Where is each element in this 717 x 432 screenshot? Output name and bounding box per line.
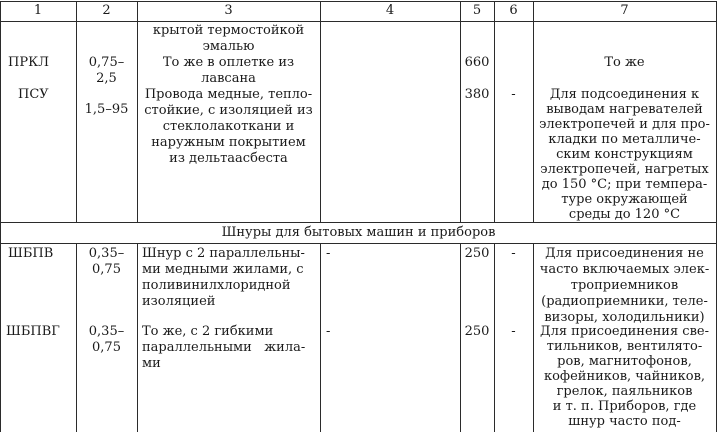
rule-col-2b bbox=[137, 243, 138, 432]
wire-note-line: электропечей и для про- bbox=[539, 117, 710, 132]
cord-desc-line: То же, с 2 гибкими bbox=[142, 324, 274, 339]
cord-note-line: (радиоприемники, теле- bbox=[541, 294, 708, 309]
cord-code: ШБПВ bbox=[8, 246, 54, 261]
cord-dash: - bbox=[511, 324, 516, 339]
header-col-5: 5 bbox=[472, 3, 482, 18]
rule-col-3b bbox=[320, 243, 321, 432]
cord-desc-line: ми bbox=[142, 356, 161, 371]
wire-desc-line: из дельтаасбеста bbox=[169, 151, 288, 166]
cord-desc-line: поливинилхлоридной bbox=[142, 278, 291, 293]
cord-voltage: 250 bbox=[464, 246, 490, 261]
desc-cont-line: крытой термостойкой bbox=[152, 23, 305, 38]
cord-note-line: и т. п. Приборов, где bbox=[552, 399, 697, 414]
rule-top bbox=[0, 1, 717, 2]
cord-note-line: грелок, паяльников bbox=[556, 384, 693, 399]
cord-note-line: кофейников, чайников, bbox=[543, 369, 706, 384]
wire-note-line: Для подсоединения к bbox=[549, 87, 700, 102]
rule-header-bottom bbox=[0, 21, 717, 22]
wire-note-line: до 150 °С; при темпера- bbox=[541, 177, 708, 192]
wire-dash: - bbox=[511, 87, 516, 102]
cord-note-line: визоры, холодильники) bbox=[544, 310, 705, 325]
cord-desc-line: Шнур с 2 параллельны- bbox=[142, 246, 305, 261]
wire-note-line: среды до 120 °С bbox=[568, 207, 681, 222]
wire-note-line: ским конструкциям bbox=[556, 147, 693, 162]
wire-desc-line: наружным покрытием bbox=[151, 135, 306, 150]
rule-col-left bbox=[0, 1, 1, 432]
wire-voltage: 660 bbox=[464, 55, 490, 70]
wire-desc-line: стеклолакоткани и bbox=[162, 119, 295, 134]
cord-col4: - bbox=[326, 324, 331, 339]
wire-code: ПСУ bbox=[18, 87, 49, 102]
cord-note-line: троприемников bbox=[570, 278, 679, 293]
desc-cont-line: эмалью bbox=[202, 39, 255, 54]
header-col-7: 7 bbox=[620, 3, 629, 18]
section-title: Шнуры для бытовых машин и приборов bbox=[221, 225, 496, 240]
header-col-4: 4 bbox=[385, 3, 395, 18]
header-col-6: 6 bbox=[509, 3, 518, 18]
cord-note-line: Для присоединения све- bbox=[540, 324, 709, 339]
wire-voltage: 380 bbox=[464, 87, 490, 102]
cord-note-line: тильников, вентилято- bbox=[546, 339, 703, 354]
cord-col4: - bbox=[326, 246, 331, 261]
wire-code: ПРКЛ bbox=[8, 55, 49, 70]
cord-desc-line: параллельными жила- bbox=[142, 340, 306, 355]
header-col-1: 1 bbox=[33, 3, 43, 18]
cord-voltage: 250 bbox=[464, 324, 490, 339]
rule-col-3 bbox=[320, 1, 321, 222]
rule-col-4 bbox=[460, 1, 461, 222]
cord-section: 0,35– bbox=[88, 246, 125, 261]
header-col-2: 2 bbox=[102, 3, 111, 18]
cord-note-line: ров, магнитофонов, bbox=[557, 354, 692, 369]
wire-section: 0,75– bbox=[88, 55, 125, 70]
wire-section: 2,5 bbox=[96, 71, 117, 86]
wire-note-line: выводам нагревателей bbox=[546, 102, 703, 117]
wire-note-line: электропечей, нагретых bbox=[540, 162, 709, 177]
wire-desc-line: То же в оплетке из bbox=[162, 55, 295, 70]
wire-desc-line: стойкие, с изоляцией из bbox=[144, 103, 313, 118]
wire-section: 1,5–95 bbox=[84, 102, 129, 117]
wire-desc-line: лавсана bbox=[201, 71, 256, 86]
wire-note-line: кладки по металличе- bbox=[548, 132, 701, 147]
wire-desc-line: Провода медные, тепло- bbox=[144, 87, 313, 102]
wire-note-line: туре окружающей bbox=[561, 192, 688, 207]
cord-note-line: шнур часто под- bbox=[568, 414, 681, 429]
header-col-3: 3 bbox=[224, 3, 233, 18]
rule-col-5 bbox=[494, 1, 495, 222]
cord-note-line: Для присоединения не bbox=[545, 246, 704, 261]
cord-code: ШБПВГ bbox=[6, 324, 60, 339]
wire-note: То же bbox=[604, 55, 645, 70]
cord-section: 0,75 bbox=[92, 262, 121, 277]
cord-dash: - bbox=[511, 246, 516, 261]
rule-section-bottom bbox=[0, 243, 717, 244]
cord-desc-line: изоляцией bbox=[142, 294, 216, 309]
cord-section: 0,75 bbox=[92, 340, 121, 355]
rule-section-top bbox=[0, 222, 717, 223]
cord-desc-line: ми медными жилами, с bbox=[142, 262, 304, 277]
cord-section: 0,35– bbox=[88, 324, 125, 339]
cord-note-line: часто включаемых элек- bbox=[539, 262, 710, 277]
